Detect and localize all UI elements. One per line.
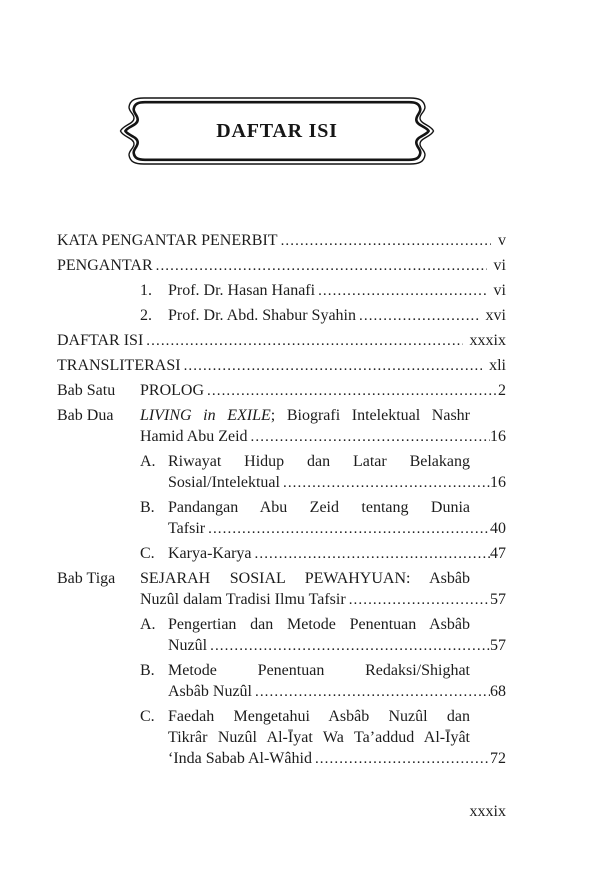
entry-text-wrap <box>140 380 204 401</box>
entry-body <box>168 614 506 657</box>
entry-last-line <box>168 305 506 327</box>
entry-page-number: 16 <box>490 428 506 445</box>
entry-page-number: vi <box>493 257 506 274</box>
toc-entry <box>57 305 506 327</box>
dot-leader <box>255 682 490 703</box>
toc-entry <box>57 380 506 402</box>
indent-spacer <box>57 305 140 327</box>
dot-leader <box>251 427 490 448</box>
entry-body <box>140 380 506 402</box>
entry-text-wrap <box>168 748 312 769</box>
toc-entry <box>57 543 506 565</box>
entry-text: Pandangan Abu Zeid tentang Dunia <box>168 499 470 516</box>
indent-spacer <box>57 706 140 770</box>
entry-text-wrap <box>168 681 252 702</box>
toc-entry <box>57 255 506 277</box>
entry-last-line <box>168 280 506 302</box>
toc-list <box>57 230 506 773</box>
entry-text: DAFTAR ISI <box>57 332 144 349</box>
entry-page-number: xli <box>489 357 506 374</box>
entry-page-number: 2 <box>498 382 506 399</box>
entry-text-wrap <box>57 255 153 276</box>
entry-body <box>57 355 506 377</box>
toc-entry <box>57 405 506 448</box>
toc-entry <box>57 660 506 703</box>
entry-text: PENGANTAR <box>57 257 153 274</box>
entry-last-line <box>168 635 506 657</box>
entry-line <box>168 614 506 635</box>
entry-last-line <box>140 589 506 611</box>
chapter-label: Bab Tiga <box>57 570 116 587</box>
toc-entry <box>57 451 506 494</box>
entry-text: ‘Inda Sabab Al-Wâhid <box>168 750 312 767</box>
dot-leader <box>318 281 486 302</box>
entry-body <box>57 230 506 252</box>
entry-last-line <box>168 543 506 565</box>
entry-line <box>140 568 506 589</box>
dot-leader <box>210 636 490 657</box>
entry-text-wrap <box>168 543 252 564</box>
entry-last-line <box>168 518 506 540</box>
entry-text: Metode Penentuan Redaksi/Shighat <box>168 662 470 679</box>
item-marker: 1. <box>140 282 152 299</box>
item-marker: A. <box>140 616 156 633</box>
item-marker: B. <box>140 662 155 679</box>
entry-text: Prof. Dr. Hasan Hanafi <box>168 282 316 299</box>
entry-line <box>168 660 506 681</box>
entry-text: Prof. Dr. Abd. Shabur Syahin <box>168 307 356 324</box>
entry-last-line <box>57 230 506 252</box>
toc-entry <box>57 568 506 611</box>
entry-body <box>168 497 506 540</box>
entry-page-number: 47 <box>490 545 506 562</box>
entry-page-number: xvi <box>485 307 506 324</box>
entry-body <box>57 330 506 352</box>
indent-spacer <box>57 451 140 494</box>
dot-leader <box>281 231 491 252</box>
entry-text: TRANSLITERASI <box>57 357 181 374</box>
entry-last-line <box>168 748 506 770</box>
chapter-label: Bab Dua <box>57 407 114 424</box>
entry-text-wrap <box>168 635 207 656</box>
entry-line <box>140 405 506 426</box>
entry-text: Pengertian dan Metode Penentuan Asbâb <box>168 616 470 633</box>
entry-last-line <box>57 330 506 352</box>
entry-body <box>168 706 506 770</box>
entry-text-wrap <box>57 355 181 376</box>
entry-text: Sosial/Intelektual <box>168 474 280 491</box>
entry-last-line <box>168 681 506 703</box>
dot-leader <box>349 590 490 611</box>
toc-entry <box>57 330 506 352</box>
indent-spacer <box>57 543 140 565</box>
entry-text-wrap <box>168 472 280 493</box>
entry-last-line <box>140 380 506 402</box>
indent-spacer <box>57 280 140 302</box>
entry-line <box>168 727 506 748</box>
entry-text-wrap <box>168 280 315 301</box>
item-marker: A. <box>140 453 156 470</box>
entry-text: Karya-Karya <box>168 545 252 562</box>
entry-page-number: 57 <box>490 637 506 654</box>
entry-text: ; Biografi Intelektual Nashr <box>270 407 471 424</box>
title-plaque <box>118 96 436 166</box>
entry-text: Tikrâr Nuzûl Al-Īyat Wa Ta’addud Al-Īyât <box>168 729 470 746</box>
entry-page-number: 57 <box>490 591 506 608</box>
entry-body <box>57 255 506 277</box>
dot-leader <box>208 519 490 540</box>
dot-leader <box>283 473 490 494</box>
chapter-label: Bab Satu <box>57 382 116 399</box>
entry-text-italic: LIVING in EXILE <box>140 407 271 424</box>
folio-page-number: xxxix <box>469 803 506 820</box>
entry-text: Nuzûl <box>168 637 208 654</box>
entry-body <box>168 543 506 565</box>
toc-entry <box>57 614 506 657</box>
entry-line <box>168 451 506 472</box>
entry-last-line <box>57 255 506 277</box>
entry-page-number: vi <box>493 282 506 299</box>
dot-leader <box>359 306 479 327</box>
entry-page-number: 16 <box>490 474 506 491</box>
indent-spacer <box>57 614 140 657</box>
entry-page-number: 68 <box>490 683 506 700</box>
entry-last-line <box>140 426 506 448</box>
dot-leader <box>255 544 491 565</box>
entry-body <box>168 660 506 703</box>
entry-page-number: 40 <box>490 520 506 537</box>
entry-last-line <box>168 472 506 494</box>
entry-line <box>168 706 506 727</box>
item-marker: B. <box>140 499 155 516</box>
entry-text: Hamid Abu Zeid <box>140 428 248 445</box>
entry-text: Faedah Mengetahui Asbâb Nuzûl dan <box>168 708 470 725</box>
entry-body <box>140 568 506 611</box>
dot-leader <box>315 749 490 770</box>
entry-text: Asbâb Nuzûl <box>168 683 252 700</box>
entry-text-wrap <box>168 305 356 326</box>
dot-leader <box>184 356 483 377</box>
entry-page-number: xxxix <box>469 332 506 349</box>
dot-leader <box>156 256 487 277</box>
entry-last-line <box>57 355 506 377</box>
entry-text-wrap <box>140 426 248 447</box>
toc-entry <box>57 355 506 377</box>
indent-spacer <box>57 660 140 703</box>
dot-leader <box>207 381 498 402</box>
toc-entry <box>57 497 506 540</box>
entry-text: SEJARAH SOSIAL PEWAHYUAN: Asbâb <box>140 570 470 587</box>
toc-entry <box>57 706 506 770</box>
page-title: DAFTAR ISI <box>216 119 338 142</box>
entry-body <box>140 405 506 448</box>
entry-text: Tafsir <box>168 520 206 537</box>
item-marker: C. <box>140 708 155 725</box>
entry-text-wrap <box>140 589 346 610</box>
entry-page-number: 72 <box>490 750 506 767</box>
dot-leader <box>146 331 462 352</box>
item-marker: C. <box>140 545 155 562</box>
toc-entry <box>57 230 506 252</box>
entry-text-wrap <box>57 230 278 251</box>
entry-body <box>168 280 506 302</box>
entry-line <box>168 497 506 518</box>
entry-text: PROLOG <box>140 382 205 399</box>
entry-body <box>168 451 506 494</box>
entry-text: KATA PENGANTAR PENERBIT <box>57 232 278 249</box>
item-marker: 2. <box>140 307 152 324</box>
entry-body <box>168 305 506 327</box>
toc-entry <box>57 280 506 302</box>
entry-text: Riwayat Hidup dan Latar Belakang <box>168 453 470 470</box>
entry-text: Nuzûl dalam Tradisi Ilmu Tafsir <box>140 591 346 608</box>
entry-page-number: v <box>498 232 506 249</box>
indent-spacer <box>57 497 140 540</box>
entry-text-wrap <box>168 518 205 539</box>
entry-text-wrap <box>57 330 143 351</box>
